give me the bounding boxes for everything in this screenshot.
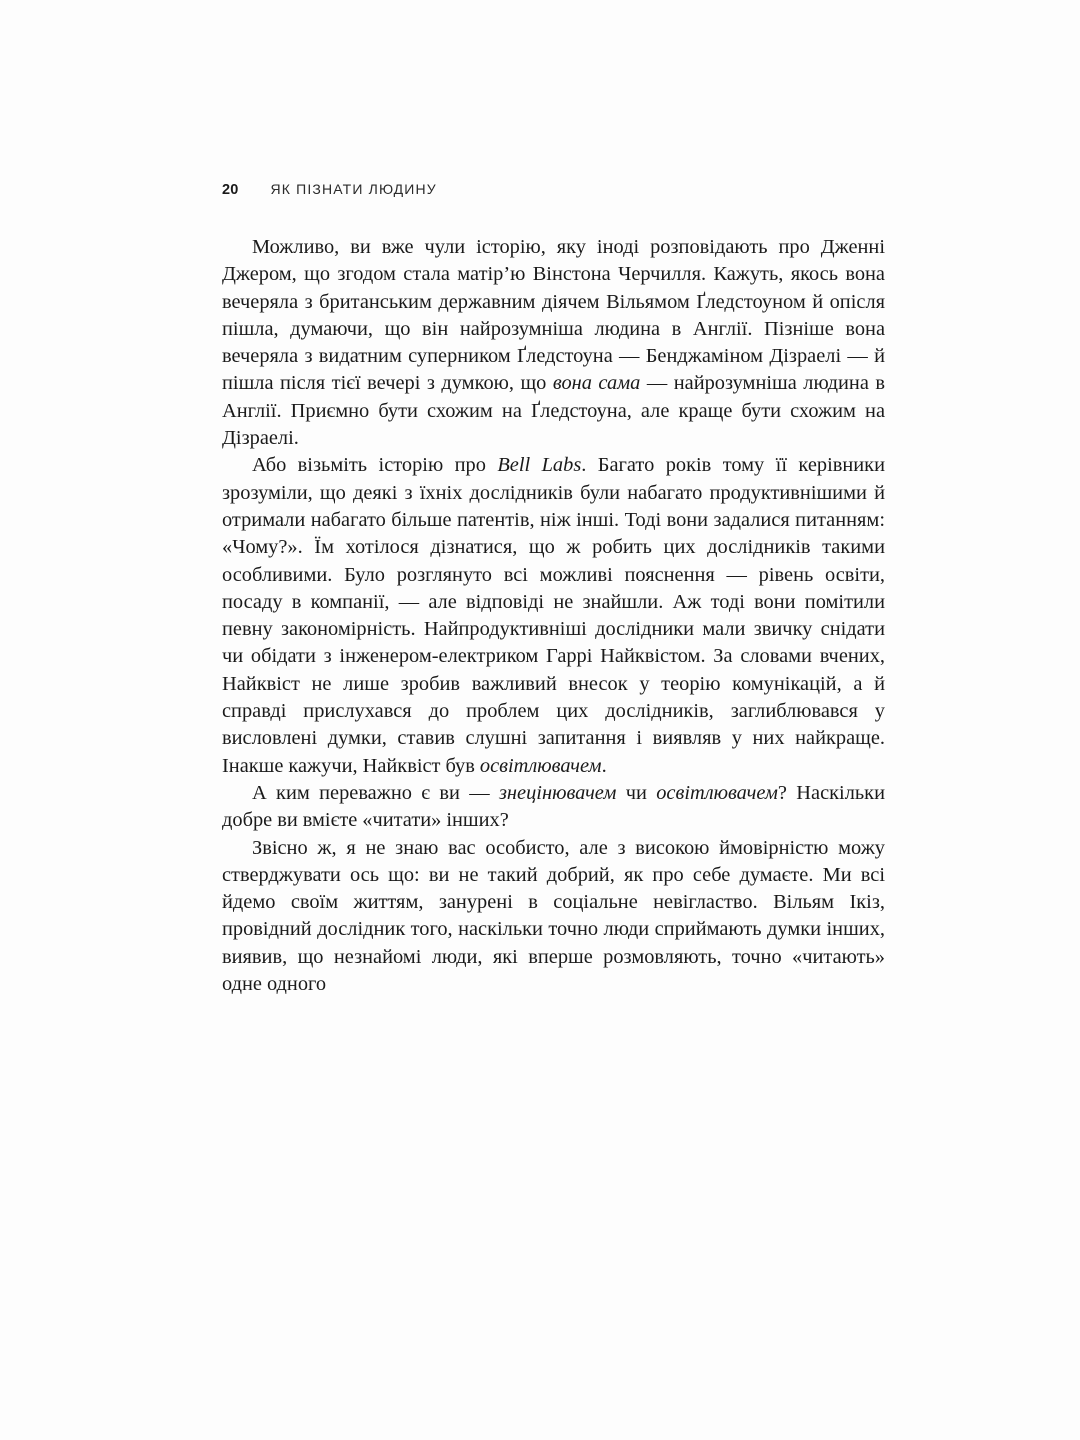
paragraph: Можливо, ви вже чули історію, яку іноді розповідають про Дженні Джером, що згодом стала матір’ю Вінстона Черчилля. Кажуть, якось вона вечеряла з британським державним діячем Вільямом Ґледстоуном й опісля пішла, думаючи, що він найрозумніша людина в Англії. Пізніше вона вечеряла з видатним суперником Ґледстоуна — Бенджаміном Дізраелі — й пішла після тієї вечері з думкою, що вона сама — найрозумніша людина в Англії. Приємно бути схожим на Ґледстоуна, але краще бути схожим на Дізраелі. xyxy=(222,236,886,450)
body-text-block xyxy=(222,234,885,998)
running-head-title: ЯК ПІЗНАТИ ЛЮДИНУ xyxy=(270,181,437,197)
paragraph: А ким переважно є ви — знецінювачем чи освітлювачем? Наскільки добре ви вмієте «читати» інших? xyxy=(222,781,885,832)
page-number: 20 xyxy=(222,182,239,198)
paragraph: Звісно ж, я не знаю вас особисто, але з високою ймовірністю можу стверджувати ось що: ви не такий добрий, як про себе думаєте. Ми всі йдемо своїм життям, занурені в соціальне невігластво. Вільям Ікіз, провідний дослідник того, наскільки точно люди сприймають думки інших, виявив, що незнайомі люди, які вперше розмовляють, точно «читають» одне одного xyxy=(222,836,885,996)
running-head xyxy=(222,182,884,198)
paragraph: Або візьміть історію про Bell Labs. Багато років тому її керівники зрозуміли, що деякі з їхніх дослідників були набагато продуктивнішими й отримали набагато більше патентів, ніж інші. Тоді вони задалися питанням: «Чому?». Їм хотілося дізнатися, що ж робить цих дослідників такими особливими. Було розглянуто всі можливі пояснення — рівень освіти, посаду в компанії, — але відповіді не знайшли. Аж тоді вони помітили певну закономірність. Найпродуктивніші дослідники мали звичку снідати чи обідати з інженером-електриком Гаррі Найквістом. За словами вчених, Найквіст не лише зробив важливий внесок у теорію комунікацій, а й справді прислухався до проблем цих дослідників, заглиблювався у висловлені думки, ставив слушні запитання і виявляв у них найкраще. Інакше кажучи, Найквіст був освітлювачем. xyxy=(222,454,885,777)
